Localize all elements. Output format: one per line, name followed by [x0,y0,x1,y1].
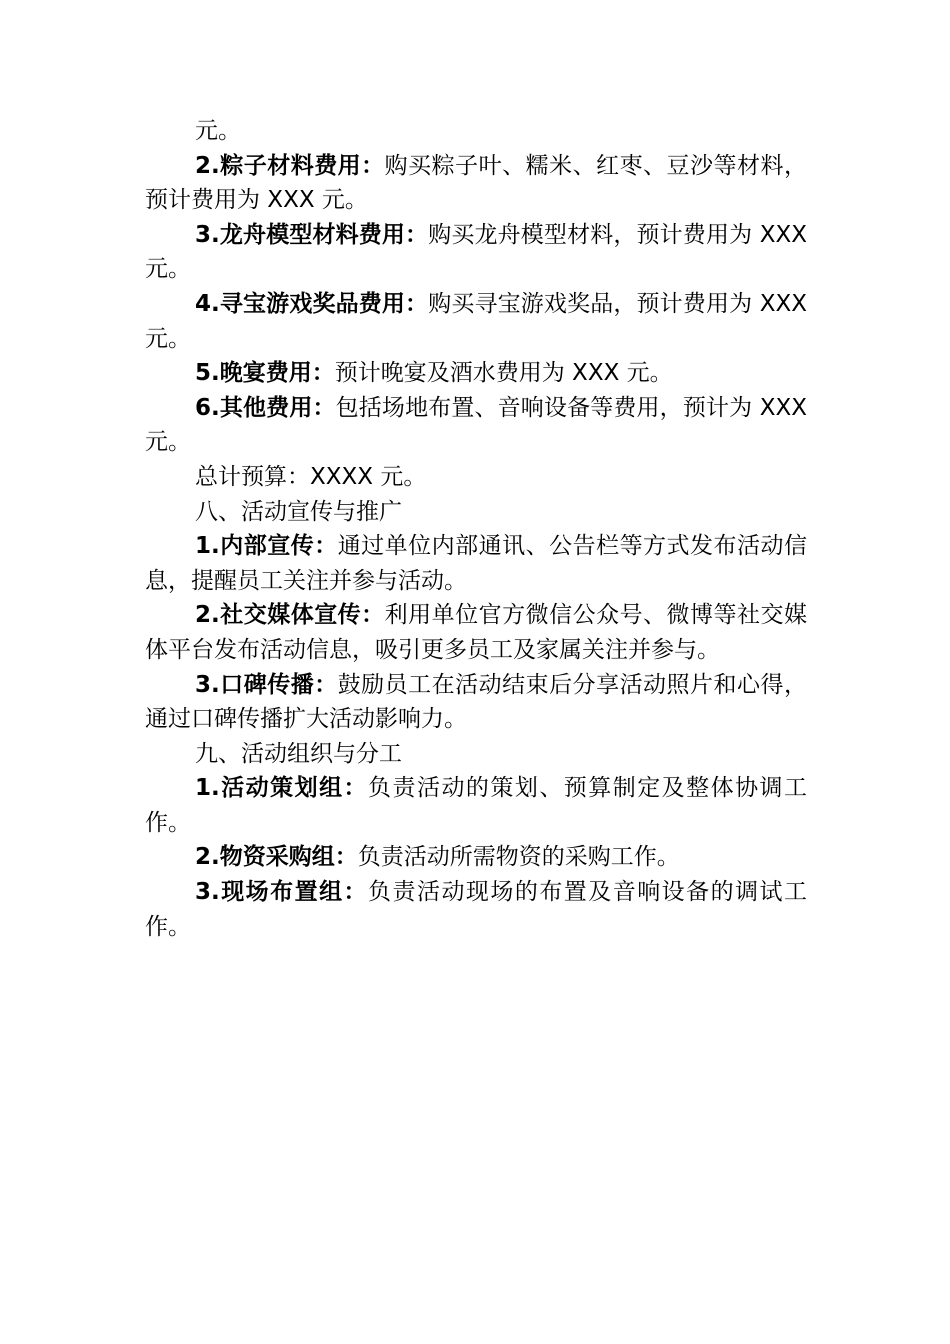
item-text: 鼓励员工在活动结束后分享活动照片和心得，通过口碑传播扩大活动影响力。 [145,671,807,733]
item-label: 6.其他费用： [195,394,336,421]
item-label: 3.口碑传播： [195,671,338,698]
item-text: 购买寻宝游戏奖品，预计费用为 XXX 元。 [145,290,807,352]
item-label: 2.物资采购组： [195,844,358,871]
paragraph-text: 总计预算：XXXX 元。 [195,463,427,490]
paragraph-total-budget [145,460,807,495]
item-text: 包括场地布置、音响设备等费用，预计为 XXX 元。 [145,394,807,456]
paragraph-word-of-mouth [145,668,807,737]
item-text: 购买粽子叶、糯米、红枣、豆沙等材料，预计费用为 XXX 元。 [145,152,808,214]
paragraph-venue-setup-group [145,875,807,944]
item-text: 通过单位内部通讯、公告栏等方式发布活动信息，提醒员工关注并参与活动。 [145,533,807,594]
paragraph-social-media-promotion [145,598,807,667]
section-heading-promotion [145,495,807,530]
paragraph-zongzi-materials-cost [145,149,807,218]
item-text: 负责活动现场的布置及音响设备的调试工作。 [145,879,807,940]
paragraph-treasure-hunt-prize-cost [145,287,807,356]
item-text: 购买龙舟模型材料，预计费用为 XXX 元。 [145,221,807,283]
item-label: 3.龙舟模型材料费用： [195,221,429,248]
item-label: 4.寻宝游戏奖品费用： [195,290,429,317]
section-heading-organization [145,737,807,772]
section-heading-text: 八、活动宣传与推广 [195,498,402,525]
paragraph-other-cost [145,391,807,460]
paragraph-budget-tail [145,114,807,149]
item-text: 负责活动所需物资的采购工作。 [357,844,680,871]
document-body [145,114,807,944]
paragraph-planning-group [145,771,807,840]
item-label: 3.现场布置组： [195,879,369,906]
item-text: 负责活动的策划、预算制定及整体协调工作。 [145,775,807,836]
paragraph-internal-promotion [145,529,807,598]
paragraph-text: 元。 [195,118,241,144]
item-label: 1.内部宣传： [195,533,338,560]
item-label: 5.晚宴费用： [195,360,335,387]
item-text: 利用单位官方微信公众号、微博等社交媒体平台发布活动信息，吸引更多员工及家属关注并参与。 [145,602,808,663]
section-heading-text: 九、活动组织与分工 [195,740,402,767]
item-label: 1.活动策划组： [195,775,369,802]
item-label: 2.社交媒体宣传： [195,602,385,629]
paragraph-dragon-boat-model-cost [145,218,807,287]
item-label: 2.粽子材料费用： [195,152,385,179]
paragraph-procurement-group [145,840,807,875]
item-text: 预计晚宴及酒水费用为 XXX 元。 [334,360,673,387]
paragraph-dinner-cost [145,356,807,391]
